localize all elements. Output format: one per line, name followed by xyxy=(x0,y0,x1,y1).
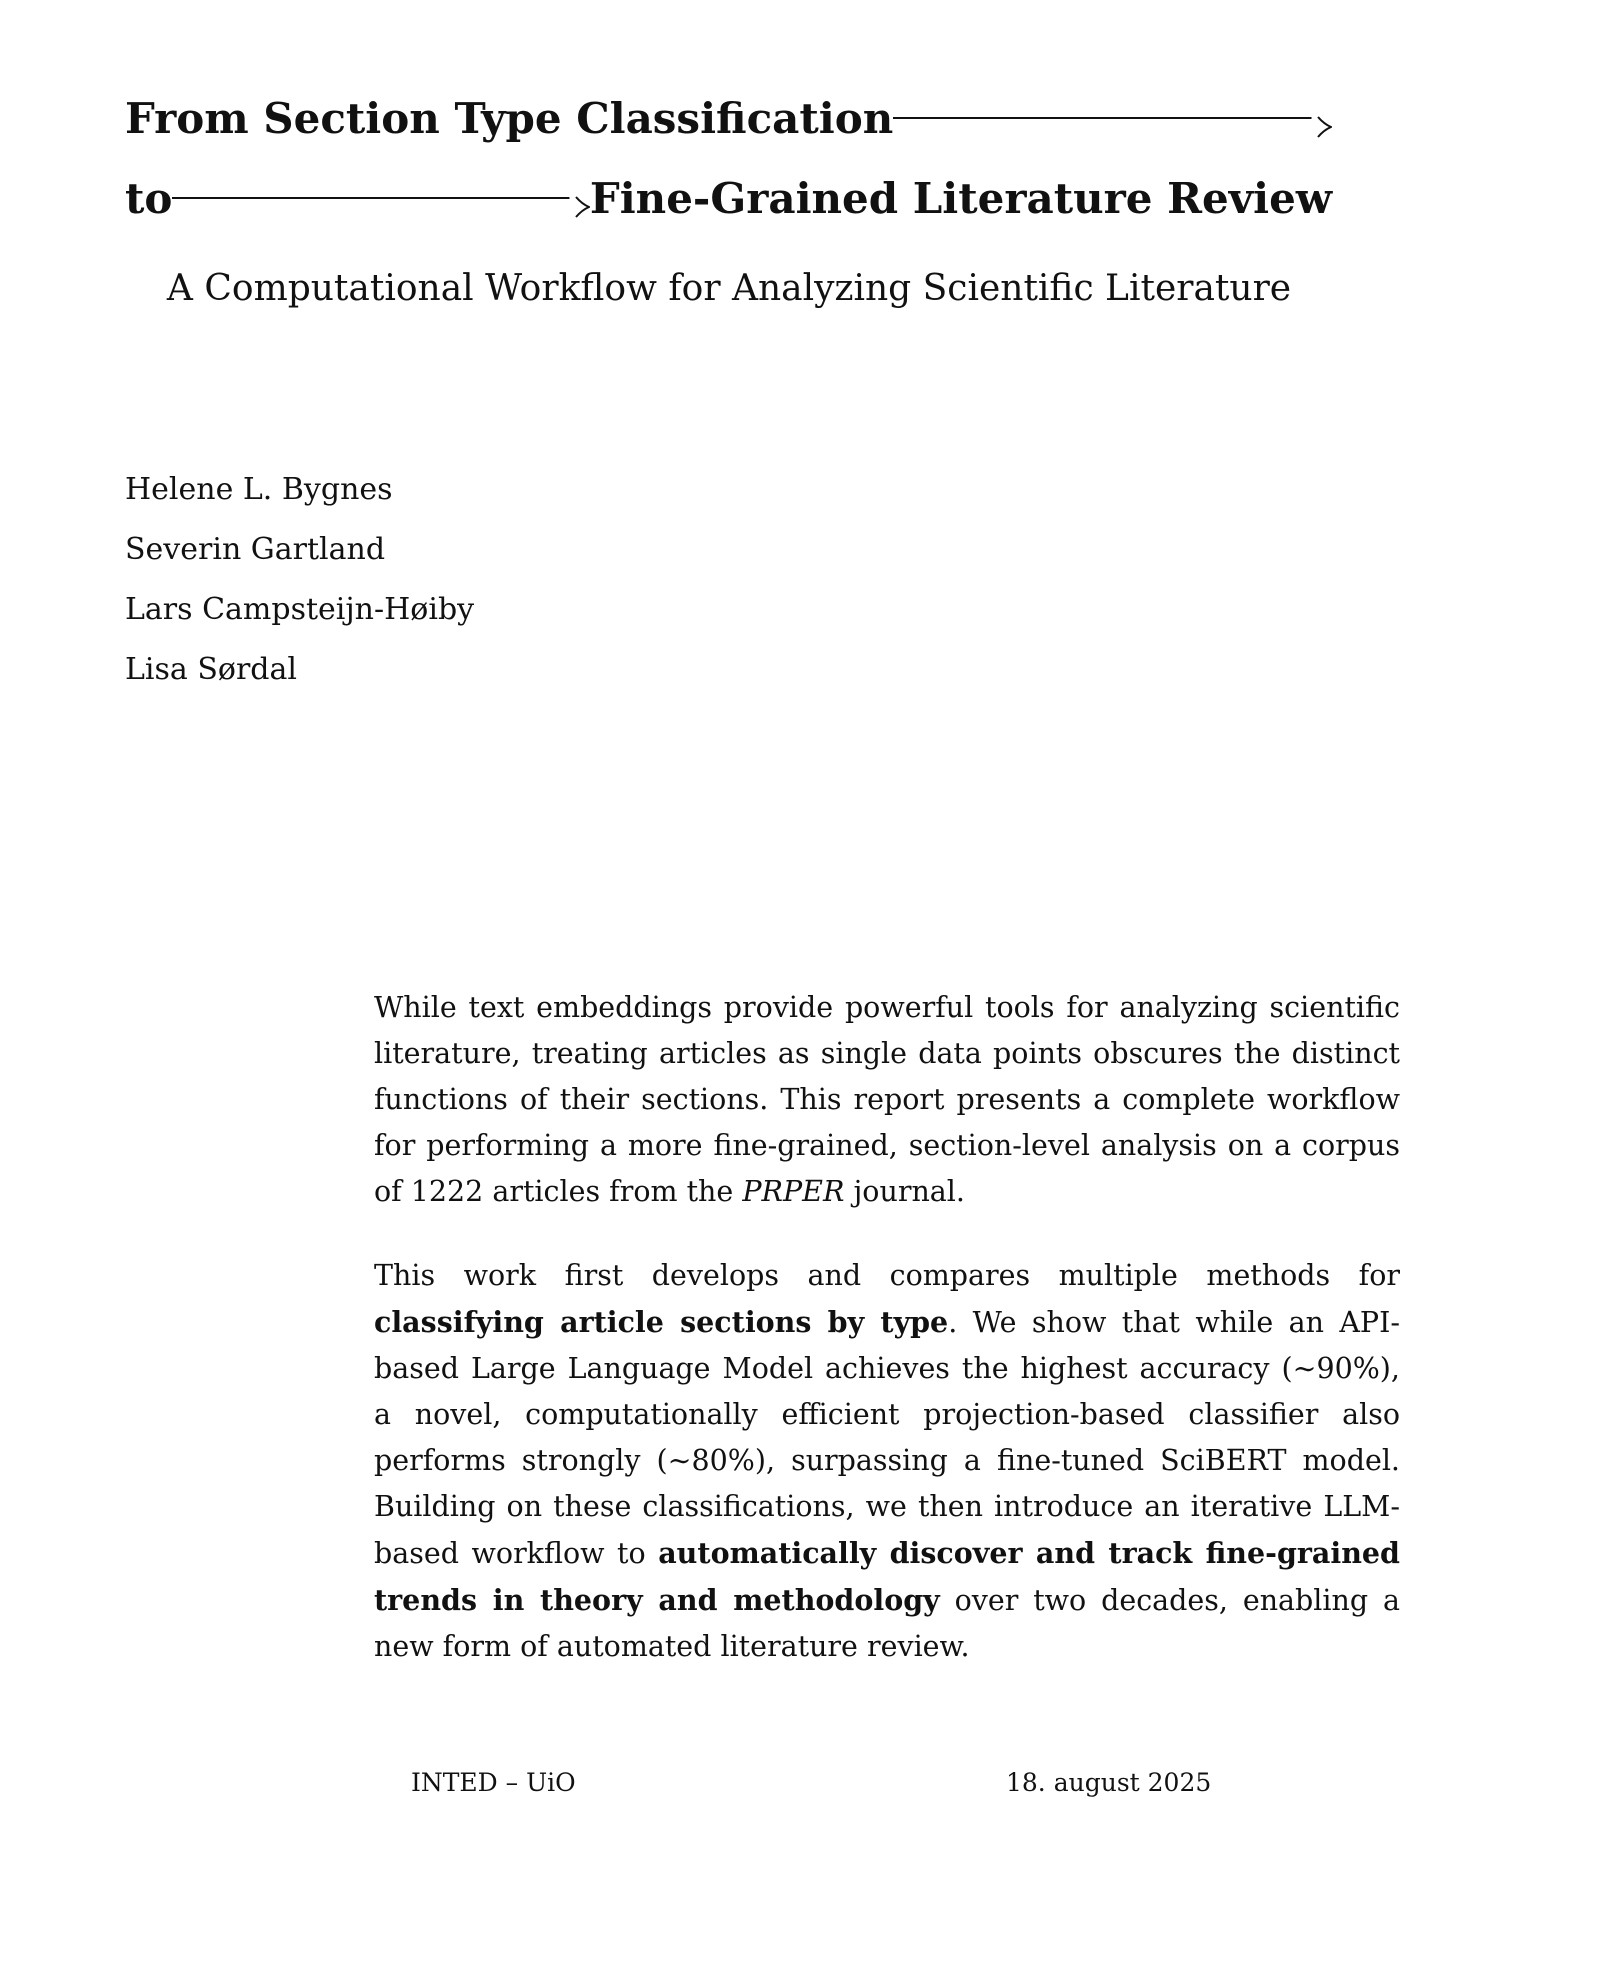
arrow-head-icon xyxy=(574,183,590,213)
title-text-line-1: From Section Type Classification xyxy=(125,93,894,143)
abstract xyxy=(374,985,1400,1708)
abstract-text: journal. xyxy=(844,1175,965,1208)
abstract-emphasis: classifying article sections by type xyxy=(374,1305,949,1339)
abstract-emphasis: automatically discover and track fine-grained trends in theory and methodology xyxy=(374,1536,1400,1617)
abstract-paragraph-1 xyxy=(374,985,1400,1215)
abstract-text: over two decades, enabling a new form of automated literature review. xyxy=(374,1584,1400,1663)
title-text-to: to xyxy=(125,173,173,223)
right-arrow-icon xyxy=(172,183,573,213)
abstract-paragraph-2 xyxy=(374,1253,1400,1670)
abstract-text: . We show that while an API-based Large Language Model achieves the highest accuracy (∼90%), a novel, computationally efficient projection-based classifier also performs strongly (∼80%), surpassing a fine-tuned SciBERT model. Building on these classifications, we then introduce an iterative LLM-based workflow to xyxy=(374,1306,1400,1570)
title-text-line-2: Fine-Grained Literature Review xyxy=(589,173,1332,223)
institution-label: INTED – UiO xyxy=(411,1768,576,1797)
subtitle: A Computational Workflow for Analyzing Scientific Literature xyxy=(166,268,1292,309)
abstract-text: While text embeddings provide powerful tools for analyzing scientific literature, treating articles as single data points obscures the distinct functions of their sections. This report presents a complete workflow for performing a more fine-grained, section-level analysis on a corpus of 1222 articles from the xyxy=(374,991,1400,1208)
right-arrow-icon xyxy=(893,103,1316,133)
date-label: 18. august 2025 xyxy=(1006,1768,1212,1797)
author-name: Lars Campsteijn-Høiby xyxy=(125,592,475,627)
author-name: Helene L. Bygnes xyxy=(125,472,393,507)
title-line-1 xyxy=(125,88,1332,148)
title-line-2 xyxy=(125,168,1332,228)
abstract-text: This work first develops and compares multiple methods for xyxy=(374,1259,1400,1292)
author-name: Lisa Sørdal xyxy=(125,652,297,687)
arrow-head-icon xyxy=(1316,103,1332,133)
author-name: Severin Gartland xyxy=(125,532,386,567)
journal-name: PRPER xyxy=(742,1175,845,1208)
author-list xyxy=(125,470,474,710)
